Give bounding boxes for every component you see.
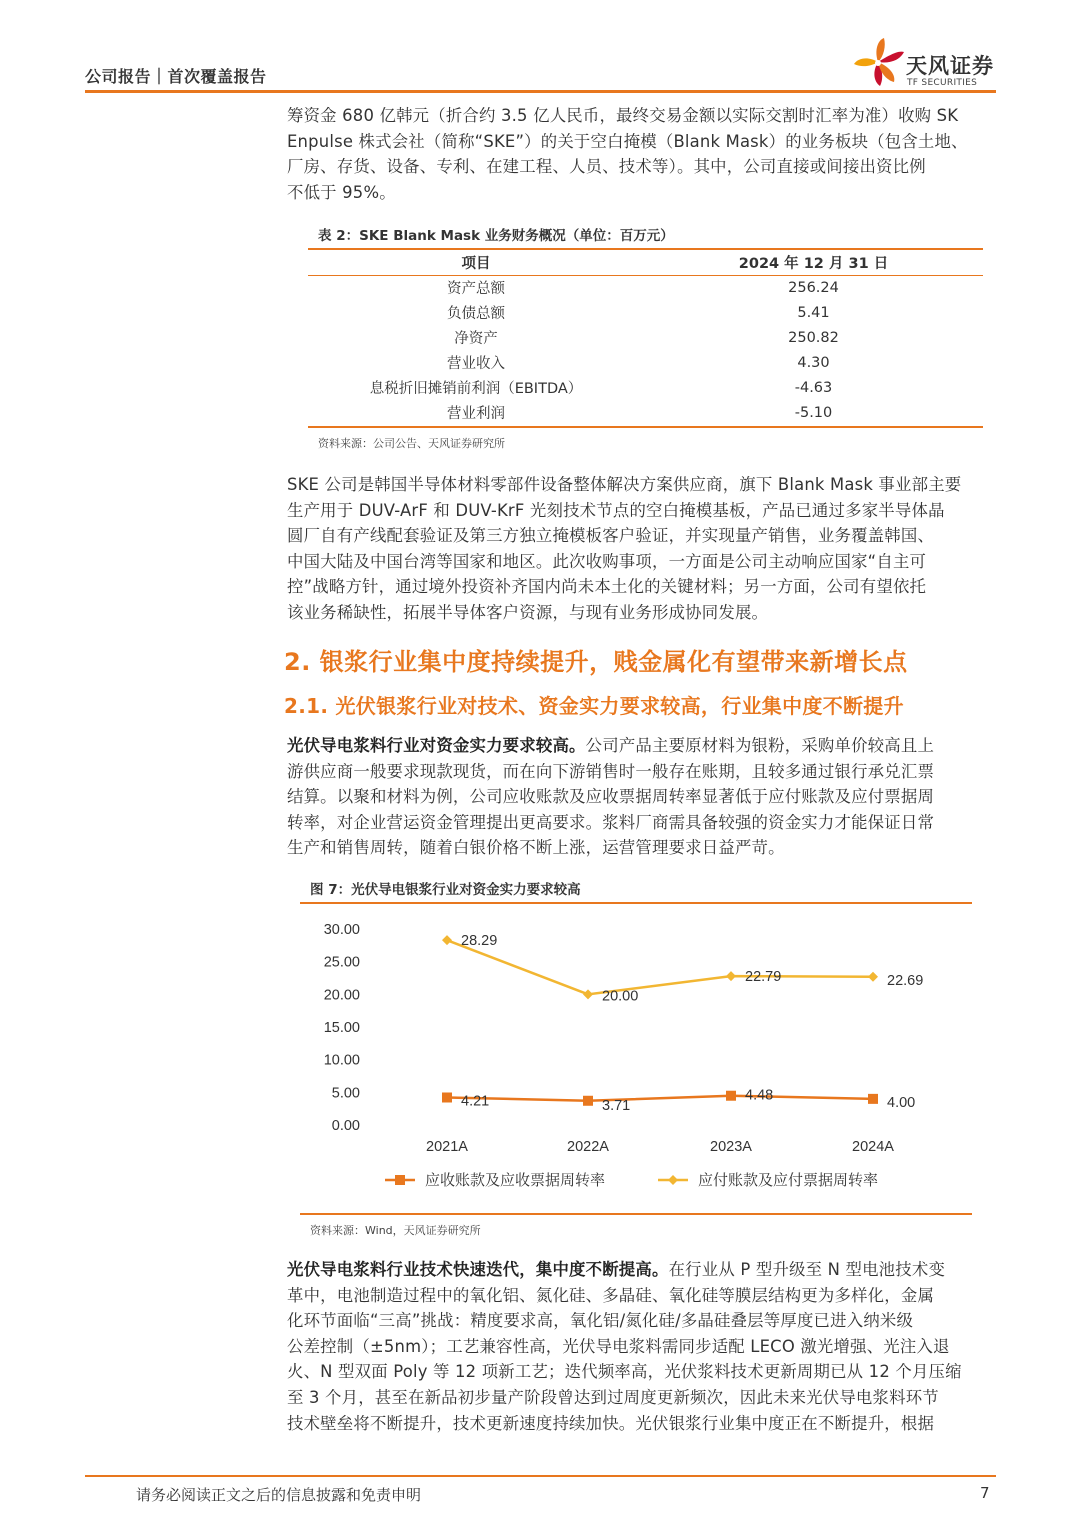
data-point-marker — [442, 935, 452, 945]
table-cell: 4.30 — [797, 354, 830, 371]
para3-line: 结算。以聚和材料为例，公司应收账款及应收票据周转率显著低于应付账款及应付票据周 — [287, 787, 935, 807]
table-cell: 资产总额 — [447, 281, 505, 297]
para1-line: 不低于 95%。 — [287, 182, 396, 202]
table-header-row — [308, 249, 983, 275]
legend-label: 应收账款及应收票据周转率 — [425, 1172, 606, 1189]
table-row — [308, 375, 983, 400]
table-cell: 负债总额 — [447, 306, 505, 322]
para1-line: 厂房、存货、设备、专利、在建工程、人员、技术等）。其中，公司直接或间接出资比例 — [287, 157, 926, 177]
para3-line: 游供应商一般要求现款现货，而在向下游销售时一般存在账期，且较多通过银行承兑汇票 — [287, 761, 935, 781]
data-point-marker — [868, 1094, 878, 1104]
figure-bottom-rule — [300, 1213, 972, 1215]
para4-line: 化环节面临“三高”挑战：精度要求高，氧化铝/氮化硅/多晶硅叠层等厚度已进入纳米级 — [287, 1311, 914, 1331]
para4-line: 技术壁垒将不断提升，技术更新速度持续加快。光伏银浆行业集中度正在不断提升，根据 — [287, 1413, 935, 1433]
data-point-marker — [583, 989, 593, 999]
data-point-marker — [442, 1092, 452, 1102]
figure-source: 资料来源：Wind，天风证券研究所 — [310, 1224, 481, 1237]
table-cell: 净资产 — [454, 331, 498, 347]
para3-bold-lead: 光伏导电浆料行业对资金实力要求较高。 — [287, 736, 586, 755]
data-label: 22.69 — [887, 972, 924, 989]
table-bottom-rule — [308, 426, 983, 428]
para2-line: 该业务稀缺性，拓展半导体客户资源，与现有业务形成协同发展。 — [287, 602, 769, 622]
table-header-date: 2024 年 12 月 31 日 — [738, 255, 889, 272]
turnover-line-chart — [300, 905, 972, 1210]
para2-line: 圆厂自有产线配套验证及第三方独立掩模板客户验证，并实现量产销售，业务覆盖韩国、 — [287, 526, 935, 546]
table-row — [308, 350, 983, 375]
data-label: 22.79 — [745, 969, 782, 986]
data-point-marker — [726, 971, 736, 981]
legend-marker — [395, 1175, 405, 1185]
table-cell: 营业利润 — [447, 406, 505, 422]
data-point-marker — [726, 1091, 736, 1101]
x-tick-label: 2021A — [426, 1139, 468, 1155]
paragraph-technology — [287, 1257, 995, 1436]
y-tick-label: 0.00 — [331, 1118, 360, 1134]
figure-title: 图 7：光伏导电银浆行业对资金实力要求较高 — [310, 882, 581, 898]
table-header-item: 项目 — [461, 255, 491, 272]
para3-line: 生产和销售周转，随着白银价格不断上涨，运营管理要求日益严苛。 — [287, 838, 785, 858]
table-cell: -5.10 — [794, 404, 833, 421]
section-heading-2-1: 2.1. 光伏银浆行业对技术、资金实力要求较高，行业集中度不断提升 — [284, 694, 904, 718]
series-line-payables — [447, 940, 873, 994]
report-type-title: 公司报告｜首次覆盖报告 — [85, 67, 267, 86]
paragraph-capital — [287, 733, 995, 861]
table-cell: 5.41 — [797, 304, 830, 321]
data-point-marker — [583, 1096, 593, 1106]
para4-first-rest: 在行业从 P 型升级至 N 型电池技术变 — [668, 1260, 946, 1279]
para3-line: 转率，对企业营运资金管理提出更高要求。浆料厂商需具备较强的资金实力才能保证日常 — [287, 812, 935, 832]
y-tick-label: 30.00 — [323, 922, 360, 938]
data-label: 4.48 — [745, 1087, 774, 1104]
y-tick-label: 10.00 — [323, 1052, 360, 1069]
table-title: 表 2：SKE Blank Mask 业务财务概况（单位：百万元） — [318, 228, 674, 244]
flower-icon — [854, 38, 904, 86]
table-row — [308, 275, 983, 300]
data-label: 4.21 — [461, 1093, 490, 1110]
para1-line: 筹资金 680 亿韩元（折合约 3.5 亿人民币，最终交易金额以实际交割时汇率为准）收购 SK — [287, 106, 959, 125]
data-label: 3.71 — [602, 1097, 631, 1114]
data-label: 20.00 — [602, 988, 639, 1005]
para3-first-line — [287, 733, 995, 759]
legend-label: 应付账款及应付票据周转率 — [698, 1172, 879, 1189]
legend-marker — [668, 1175, 678, 1185]
paragraph-ske — [287, 472, 995, 626]
para3-first-rest: 公司产品主要原材料为银粉，采购单价较高且上 — [585, 736, 935, 755]
figure-top-rule — [300, 902, 972, 904]
x-tick-label: 2022A — [567, 1139, 609, 1155]
para2-line: 生产用于 DUV-ArF 和 DUV-KrF 光刻技术节点的空白掩模基板，产品已通过多家半导体晶 — [287, 500, 945, 520]
x-tick-label: 2024A — [852, 1139, 894, 1155]
para4-line: 火、N 型双面 Poly 等 12 项新工艺；迭代频率高，光伏浆料技术更新周期已从 12 个月压缩 — [287, 1362, 962, 1382]
para1-line: Enpulse 株式会社（简称“SKE”）的关于空白掩模（Blank Mask）的业务板块（包含土地、 — [287, 131, 968, 151]
table-cell: 营业收入 — [447, 356, 505, 372]
table-cell: -4.63 — [794, 379, 833, 396]
y-tick-label: 20.00 — [323, 987, 360, 1004]
y-tick-label: 25.00 — [323, 954, 360, 971]
para2-line: 中国大陆及中国台湾等国家和地区。此次收购事项，一方面是公司主动响应国家“自主可 — [287, 551, 927, 571]
section-heading-2: 2. 银浆行业集中度持续提升，贱金属化有望带来新增长点 — [284, 648, 908, 676]
data-label: 28.29 — [461, 933, 498, 950]
data-point-marker — [868, 972, 878, 982]
table-cell: 息税折旧摊销前利润（EBITDA） — [369, 381, 583, 397]
y-tick-label: 15.00 — [323, 1020, 360, 1036]
footer-divider — [85, 1475, 996, 1477]
logo-text-en: TF SECURITIES — [907, 78, 978, 88]
table-row — [308, 300, 983, 325]
table-row — [308, 325, 983, 350]
para4-bold-lead: 光伏导电浆料行业技术快速迭代，集中度不断提高。 — [287, 1260, 669, 1279]
table-cell: 256.24 — [788, 279, 839, 296]
logo-text-cn: 天风证券 — [906, 54, 994, 78]
para2-line: 控”战略方针，通过境外投资补齐国内尚未本土化的关键材料；另一方面，公司有望依托 — [287, 577, 927, 597]
table-cell: 250.82 — [788, 329, 839, 346]
table-row — [308, 400, 983, 425]
para4-first-line — [287, 1257, 995, 1283]
x-tick-label: 2023A — [710, 1139, 752, 1155]
y-tick-label: 5.00 — [331, 1085, 360, 1102]
footer-disclaimer: 请务必阅读正文之后的信息披露和免责申明 — [136, 1486, 422, 1504]
header-divider — [85, 90, 996, 93]
para4-line: 革中，电池制造过程中的氧化铝、氮化硅、多晶硅、氧化硅等膜层结构更为多样化，金属 — [287, 1285, 935, 1305]
table-source: 资料来源：公司公告、天风证券研究所 — [318, 437, 505, 450]
para4-line: 至 3 个月，甚至在新品初步量产阶段曾达到过周度更新频次，因此未来光伏导电浆料环节 — [287, 1387, 939, 1407]
page-number: 7 — [980, 1484, 990, 1502]
para4-line: 公差控制（±5nm）；工艺兼容性高，光伏导电浆料需同步适配 LECO 激光增强、光注入退 — [287, 1336, 950, 1356]
para2-line: SKE 公司是韩国半导体材料零部件设备整体解决方案供应商，旗下 Blank Mask 事业部主要 — [287, 475, 962, 494]
paragraph-acquisition — [287, 103, 995, 205]
data-label: 4.00 — [887, 1094, 916, 1111]
series-line-receivables — [447, 1096, 873, 1101]
financial-table — [308, 249, 983, 425]
